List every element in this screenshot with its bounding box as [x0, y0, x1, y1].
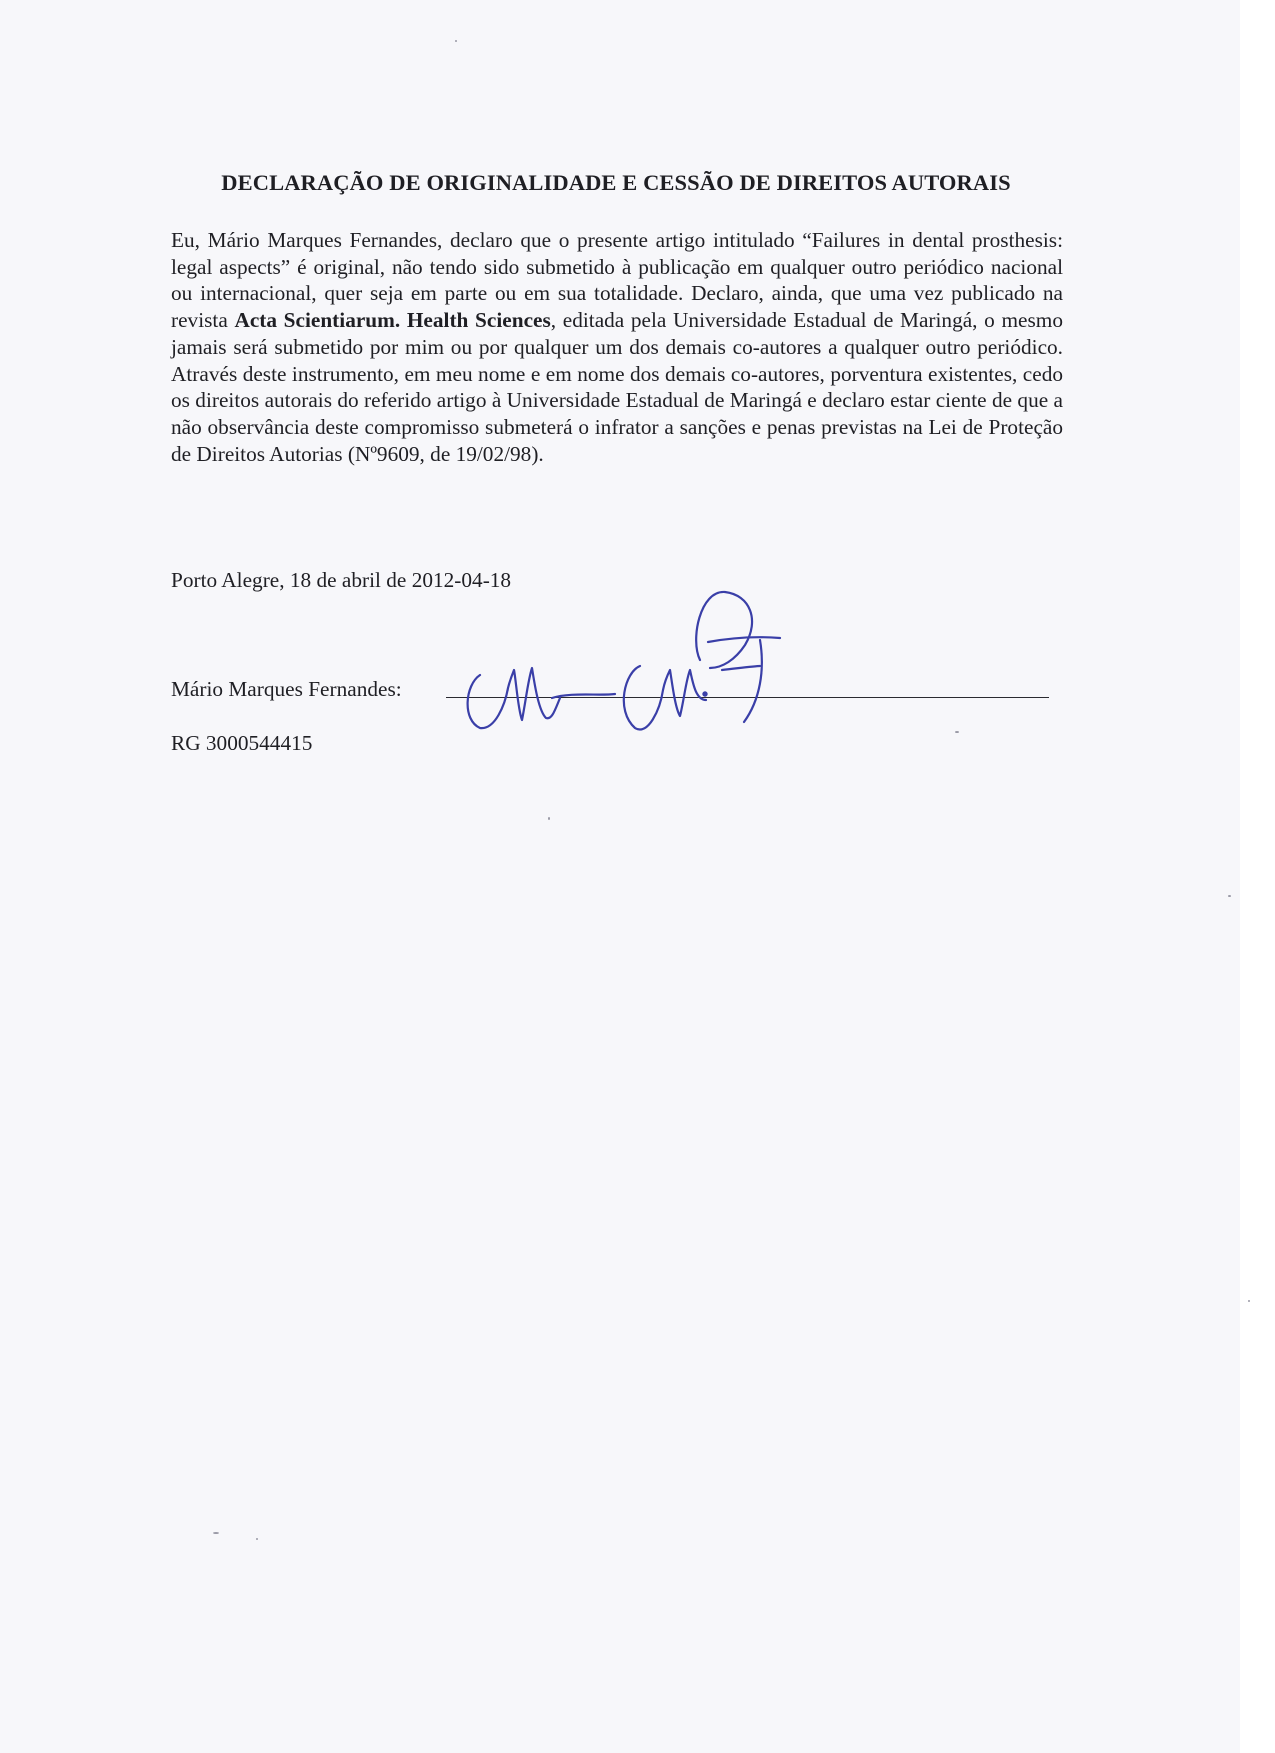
place-and-date: Porto Alegre, 18 de abril de 2012-04-18: [171, 568, 512, 592]
scan-speck: [256, 1538, 258, 1540]
scan-speck: [955, 731, 959, 733]
signature-stroke: [696, 592, 752, 668]
declaration-text-part2: , editada pela Universidade Estadual de Maringá, o mesmo jamais será submetido por mim ou por qualquer um dos demais co-autores a qualquer outro periódico. Através deste instrumento, em meu nome e em nome dos demais co-autores, porventura existentes, cedo os direitos autorais do referido artigo à Universidade Estadual de Maringá e declaro estar ciente de que a não observância deste compromisso submeterá o infrator a sanções e penas previstas na Lei de Proteção de Direitos Autorias (Nº9609, de 19/02/98).: [171, 308, 1063, 466]
scan-speck: [1248, 1300, 1250, 1302]
signature-stroke: [744, 640, 762, 722]
scan-speck: [548, 817, 550, 820]
document-title: DECLARAÇÃO DE ORIGINALIDADE E CESSÃO DE DIREITOS AUTORAIS: [221, 170, 1011, 195]
signature-stroke: [624, 666, 706, 729]
scan-speck: [455, 40, 457, 42]
signature-strokes: [468, 592, 780, 730]
signatory-label: Mário Marques Fernandes:: [171, 677, 402, 701]
journal-name: Acta Scientiarum. Health Sciences: [234, 308, 551, 333]
signature-stroke: [552, 694, 615, 698]
handwritten-signature: [460, 580, 800, 740]
declaration-paragraph: [171, 227, 1063, 467]
declaration-text-part1: Eu, Mário Marques Fernandes, declaro que o presente artigo intitulado “Failures in dental prosthesis: legal aspects” é original, não tendo sido submetido à publicação em qualquer outro periódico nacional ou internacional, quer seja em parte ou em sua totalidade. Declaro, ainda, que uma vez publicado na revista: [171, 228, 1063, 333]
signature-dot: [703, 692, 706, 695]
signature-stroke: [468, 668, 560, 728]
page-margin: [1240, 0, 1275, 1753]
signature-stroke: [708, 637, 780, 642]
signature-stroke: [722, 666, 760, 670]
scan-speck: [213, 1532, 219, 1534]
rg-number: RG 3000544415: [171, 731, 313, 755]
scan-speck: [1228, 895, 1231, 897]
